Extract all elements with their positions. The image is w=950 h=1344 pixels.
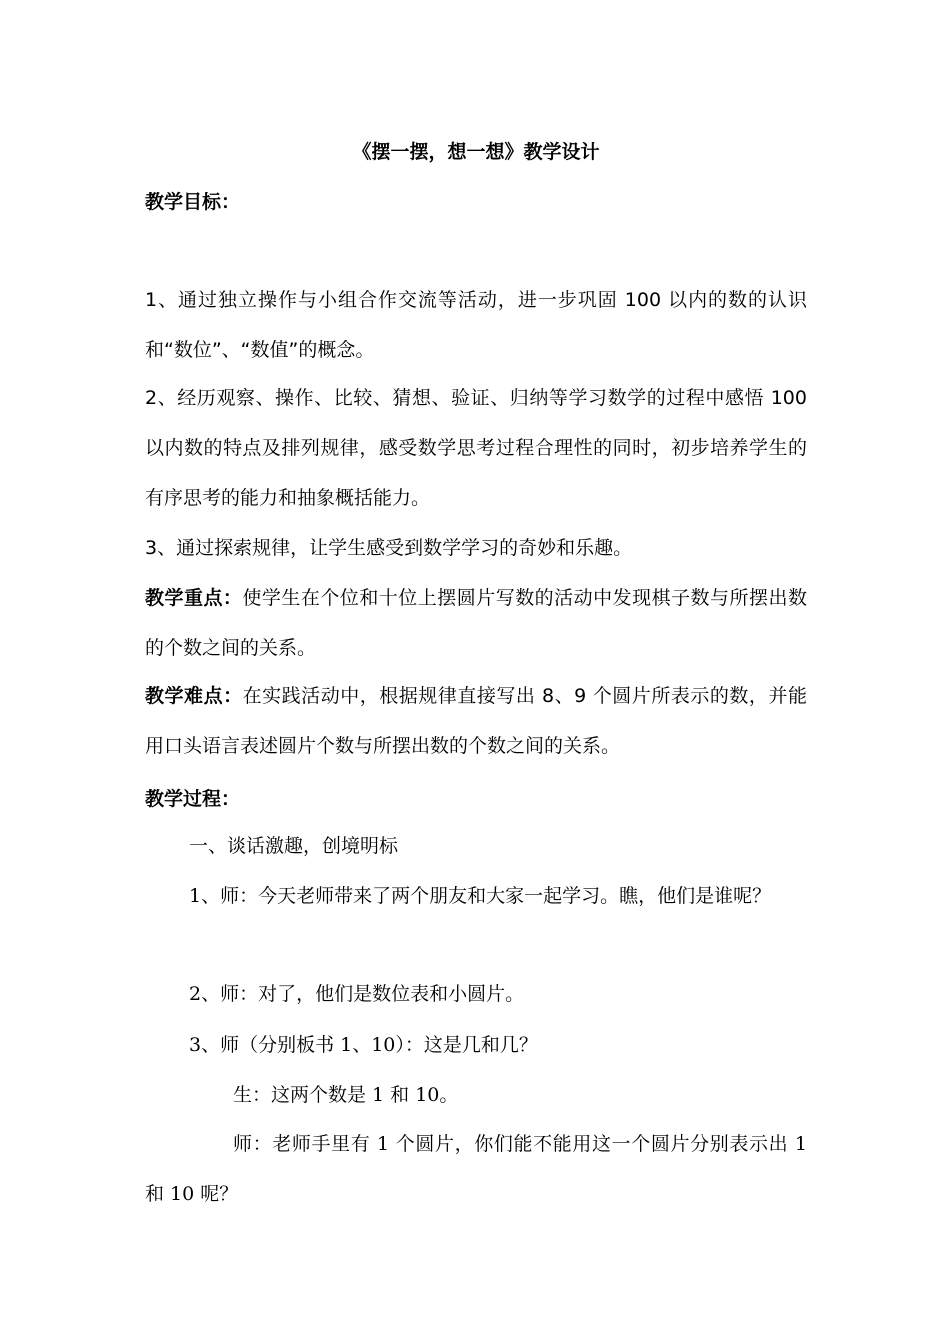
key-point-paragraph bbox=[145, 573, 807, 673]
student-answer: 生：这两个数是 1 和 10。 bbox=[233, 1084, 459, 1106]
process-heading: 教学过程： bbox=[145, 788, 241, 810]
objectives-heading: 教学目标： bbox=[145, 191, 241, 213]
key-point-text: 使学生在个位和十位上摆圆片写数的活动中发现棋子数与所摆出数的个数之间的关系。 bbox=[145, 587, 807, 659]
process-section-1: 一、谈话激趣，创境明标 bbox=[189, 835, 399, 857]
process-step-1: 1、师：今天老师带来了两个朋友和大家一起学习。瞧，他们是谁呢？ bbox=[189, 885, 772, 907]
difficulty-label: 教学难点： bbox=[145, 685, 243, 707]
objective-item-2: 2、经历观察、操作、比较、猜想、验证、归纳等学习数学的过程中感悟 100 以内数的特点及排列规律，感受数学思考过程合理性的同时，初步培养学生的有序思考的能力和抽象概括能力。 bbox=[145, 387, 807, 509]
difficulty-text: 在实践活动中，根据规律直接写出 8、9 个圆片所表示的数，并能用口头语言表述圆片个数与所摆出数的个数之间的关系。 bbox=[145, 685, 807, 757]
teacher-question: 师：老师手里有 1 个圆片，你们能不能用这一个圆片分别表示出 1 和 10 呢？ bbox=[145, 1133, 807, 1205]
process-step-3: 3、师（分别板书 1、10）：这是几和几？ bbox=[189, 1034, 538, 1056]
objective-item-3: 3、通过探索规律，让学生感受到数学学习的奇妙和乐趣。 bbox=[145, 537, 633, 559]
difficulty-paragraph bbox=[145, 671, 807, 771]
document-title: 《摆一摆，想一想》教学设计 bbox=[352, 141, 600, 163]
key-point-label: 教学重点： bbox=[145, 587, 243, 609]
process-step-2: 2、师：对了，他们是数位表和小圆片。 bbox=[189, 983, 525, 1005]
objective-item-1: 1、通过独立操作与小组合作交流等活动，进一步巩固 100 以内的数的认识和“数位”、“数值”的概念。 bbox=[145, 289, 807, 361]
